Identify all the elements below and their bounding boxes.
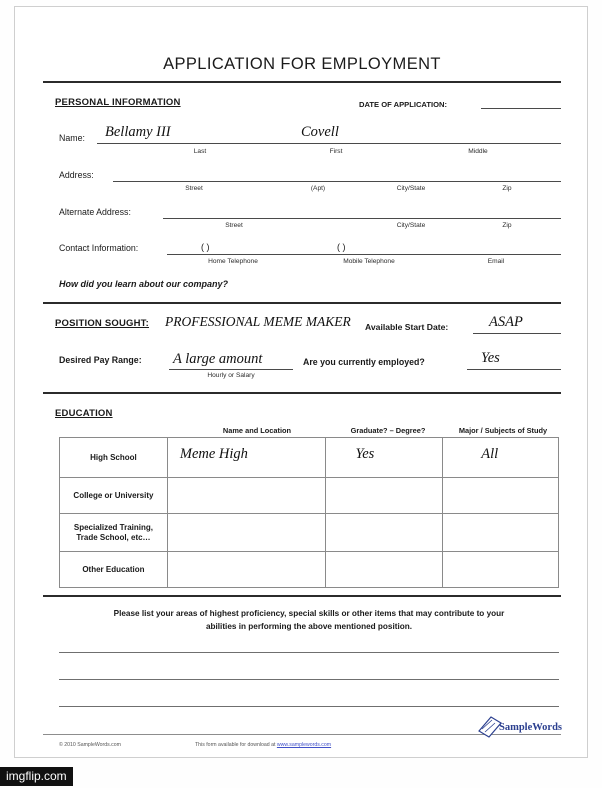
currently-employed-label: Are you currently employed?	[303, 357, 425, 367]
name-first-caption: First	[329, 148, 343, 155]
education-table	[59, 437, 559, 588]
table-row	[60, 438, 559, 478]
page-title: APPLICATION FOR EMPLOYMENT	[163, 55, 441, 73]
samplewords-logo-text: SampleWords	[499, 722, 563, 733]
cell-college-name-location[interactable]	[167, 478, 325, 514]
skills-blank-line-2[interactable]	[59, 679, 559, 680]
name-last-caption: Last	[193, 148, 207, 155]
cell-other-name-location[interactable]	[167, 552, 325, 588]
row-label-specialized-training: Specialized Training, Trade School, etc…	[60, 514, 168, 552]
cell-other-major[interactable]	[443, 552, 559, 588]
section-heading-position: POSITION SOUGHT:	[55, 318, 149, 329]
cell-specialized-major[interactable]	[443, 514, 559, 552]
footer-availability	[195, 742, 331, 748]
currently-employed-value[interactable]: Yes	[481, 350, 500, 366]
position-sought-value[interactable]: PROFESSIONAL MEME MAKER	[165, 314, 351, 329]
mobile-phone-parens[interactable]: ( )	[337, 242, 346, 252]
skills-blank-line-3[interactable]	[59, 706, 559, 707]
value-high-school-name-location: Meme High	[179, 446, 248, 462]
education-col-major: Major / Subjects of Study	[458, 426, 548, 435]
alt-citystate-caption: City/State	[396, 222, 426, 229]
home-telephone-caption: Home Telephone	[208, 258, 258, 265]
alt-street-caption: Street	[225, 222, 243, 229]
table-row	[60, 514, 559, 552]
available-start-date-value[interactable]: ASAP	[489, 314, 523, 330]
value-high-school-major: All	[481, 446, 499, 462]
education-section-divider	[43, 595, 561, 597]
section-heading-personal: PERSONAL INFORMATION	[55, 97, 181, 108]
alternate-address-line	[163, 218, 561, 219]
personal-section-divider	[43, 302, 561, 304]
footer-copyright: © 2010 SampleWords.com	[59, 742, 121, 748]
name-last-value[interactable]: Bellamy III	[105, 124, 171, 140]
mobile-telephone-caption: Mobile Telephone	[343, 258, 395, 265]
row-label-college: College or University	[60, 478, 168, 514]
row-label-high-school: High School	[60, 438, 168, 478]
name-label: Name:	[59, 133, 85, 143]
application-form-sheet	[14, 6, 588, 758]
title-divider	[43, 81, 561, 83]
skills-blank-line-1[interactable]	[59, 652, 559, 653]
contact-information-label: Contact Information:	[59, 243, 139, 253]
education-col-name-location: Name and Location	[222, 426, 292, 435]
skills-note-line-1: Please list your areas of highest proficiency, special skills or other items that may contribute to your	[113, 609, 505, 618]
name-first-value[interactable]: Covell	[301, 124, 339, 140]
value-high-school-graduate: Yes	[355, 446, 375, 462]
cell-high-school-major[interactable]	[443, 438, 559, 478]
cell-high-school-name-location[interactable]	[167, 438, 325, 478]
desired-pay-range-line	[169, 369, 293, 370]
row-label-other-education: Other Education	[60, 552, 168, 588]
address-line	[113, 181, 561, 182]
address-label: Address:	[59, 170, 94, 180]
currently-employed-line	[467, 369, 561, 370]
cell-high-school-graduate[interactable]	[325, 438, 443, 478]
cell-college-graduate[interactable]	[325, 478, 443, 514]
address-citystate-caption: City/State	[396, 185, 426, 192]
address-zip-caption: Zip	[502, 185, 512, 192]
section-heading-education: EDUCATION	[55, 408, 113, 419]
name-line	[97, 143, 561, 144]
cell-specialized-graduate[interactable]	[325, 514, 443, 552]
table-row	[60, 552, 559, 588]
alternate-address-label: Alternate Address:	[59, 207, 131, 217]
contact-information-line	[167, 254, 561, 255]
address-street-caption: Street	[185, 185, 203, 192]
available-start-date-line	[473, 333, 561, 334]
how-did-you-learn-label: How did you learn about our company?	[59, 279, 229, 289]
home-phone-parens[interactable]: ( )	[201, 242, 210, 252]
name-middle-caption: Middle	[468, 148, 488, 155]
education-col-graduate: Graduate? – Degree?	[350, 426, 426, 435]
email-caption: Email	[487, 258, 505, 265]
desired-pay-range-label: Desired Pay Range:	[59, 355, 142, 365]
cell-other-graduate[interactable]	[325, 552, 443, 588]
hourly-or-salary-caption: Hourly or Salary	[207, 372, 255, 379]
desired-pay-range-value[interactable]: A large amount	[173, 351, 263, 367]
footer-availability-prefix: This form available for download at	[195, 742, 277, 748]
date-of-application-label: DATE OF APPLICATION:	[359, 100, 448, 109]
cell-college-major[interactable]	[443, 478, 559, 514]
samplewords-logo	[477, 713, 573, 739]
position-section-divider	[43, 392, 561, 394]
address-apt-caption: (Apt)	[310, 185, 326, 192]
imgflip-watermark: imgflip.com	[0, 767, 73, 786]
date-of-application-line	[481, 108, 561, 109]
table-row	[60, 478, 559, 514]
footer-availability-link[interactable]: www.samplewords.com	[276, 742, 332, 748]
cell-specialized-name-location[interactable]	[167, 514, 325, 552]
skills-note-line-2: abilities in performing the above mentioned position.	[205, 622, 413, 631]
available-start-date-label: Available Start Date:	[365, 322, 449, 332]
alt-zip-caption: Zip	[502, 222, 512, 229]
